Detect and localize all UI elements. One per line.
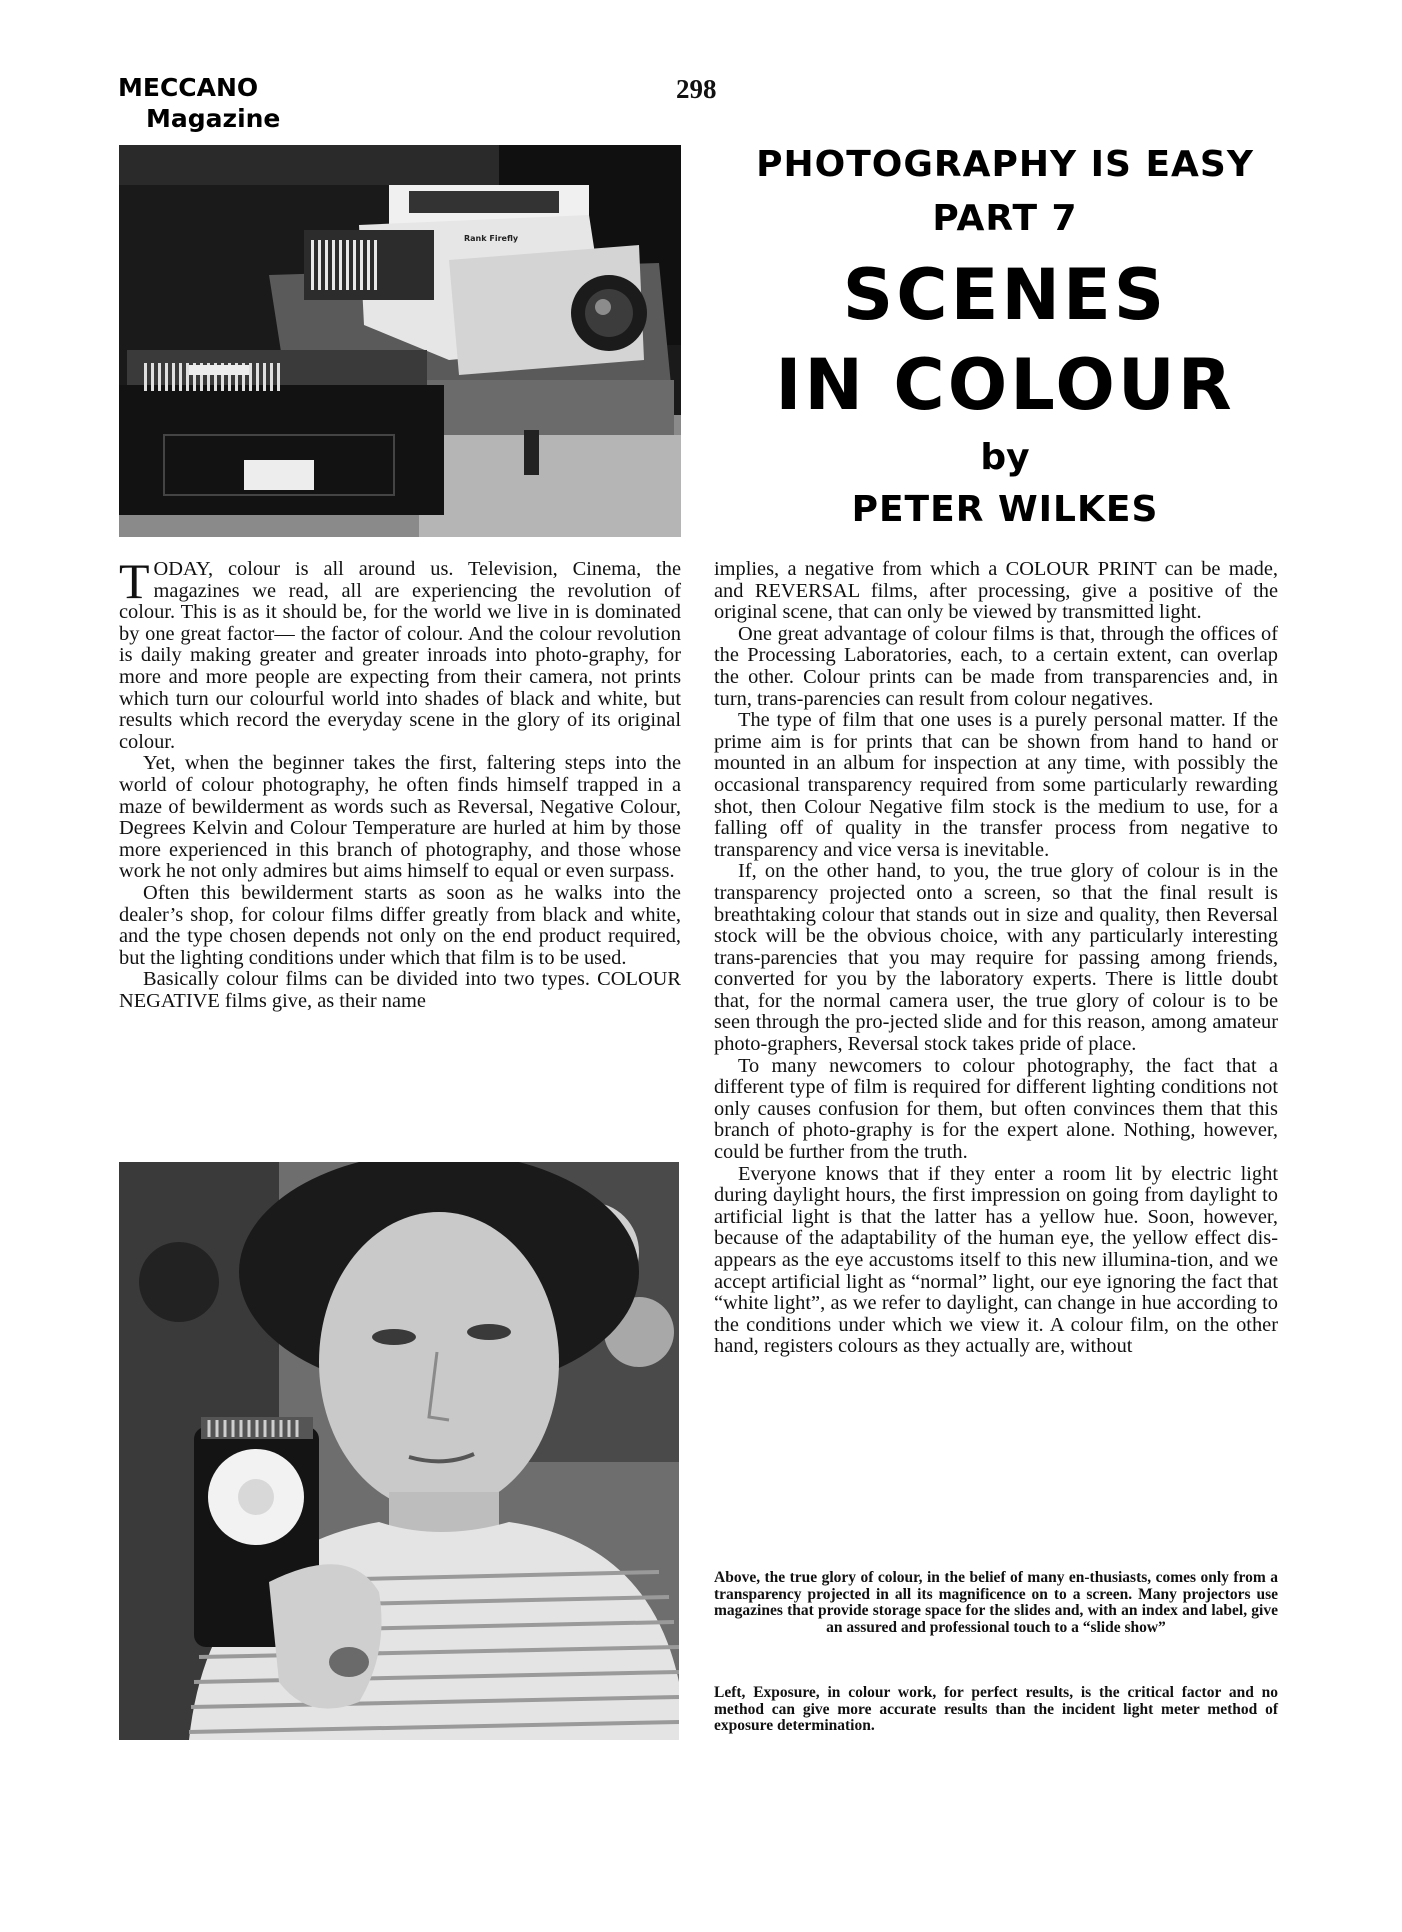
article-headline: [700, 138, 1310, 536]
paragraph: One great advantage of colour films is that, through the offices of the Processing Laboratories, each, to a certain extent, can overlap the other. Colour prints can be made from transparencies and, in turn, trans-parencies can result from colour negatives.: [714, 622, 1278, 710]
paragraph: If, on the other hand, to you, the true glory of colour is in the transparency projected onto a screen, so that the final result is breathtaking colour that stands out in size and quality, then Reversal stock will be the obvious choice, with any particularly interesting trans-parencies that you may require for passing among friends, converted for you by the laboratory experts. There is little doubt that, for the normal camera user, the true glory of colour is to be seen through the pro-jected slide and for this reason, among amateur photo-graphers, Reversal stock takes pride of place.: [714, 860, 1278, 1056]
paragraph: The type of film that one uses is a purely personal matter. If the prime aim is for prints that can be shown from hand to hand or mounted in an album for inspection at any time, with possibly the occasional transparency required from some particularly rewarding shot, then Colour Negative film stock is the medium to use, for a falling off of quality in the transfer process from negative to transparency and vice versa is inevitable.: [714, 709, 1278, 861]
light-meter-photo: [119, 1162, 679, 1740]
paragraph: To many newcomers to colour photography, the fact that a different type of film is required for different lighting conditions not only causes confusion for them, but often convinces them that this branch of photo-graphy is for the expert alone. Nothing, however, could be further from the truth.: [714, 1054, 1278, 1164]
masthead: [118, 72, 280, 134]
page-number: 298: [676, 74, 717, 104]
masthead-line-2: Magazine: [146, 104, 281, 133]
projector-brand-label: Rank Firefly: [464, 234, 519, 243]
caption-above: Above, the true glory of colour, in the belief of many en-thusiasts, comes only from a transparency projected in all its magnificence on to a screen. Many projectors use magazines that provide storage space for the slides and, with an index and label, give an assured and professional touch to a “slide show”: [714, 1569, 1278, 1636]
article-title-line-1: SCENES: [842, 254, 1168, 336]
paragraph: Yet, when the beginner takes the first, faltering steps into the world of colour photography, he often finds himself trapped in a maze of bewilderment as words such as Reversal, Negative Colour, Degrees Kelvin and Colour Temperature are hurled at him by those more experienced in this branch of photography, and those whose work he not only admires but aims himself to equal or even surpass.: [119, 752, 681, 883]
left-column: [119, 553, 681, 1012]
article-title-line-2: IN COLOUR: [775, 344, 1235, 426]
paragraph: Basically colour films can be divided into two types. COLOUR NEGATIVE films give, as their name: [119, 968, 681, 1012]
byline-by: by: [980, 437, 1030, 478]
series-title: PHOTOGRAPHY IS EASY: [756, 144, 1254, 185]
masthead-line-1: MECCANO: [118, 73, 259, 102]
right-column: [714, 559, 1278, 1358]
projector-photo: [119, 145, 681, 537]
caption-left: Left, Exposure, in colour work, for perfect results, is the critical factor and no method can give more accurate results than the incident light meter method of exposure determination.: [714, 1684, 1278, 1735]
paragraph: Often this bewilderment starts as soon as he walks into the dealer’s shop, for colour films differ greatly from black and white, and the type chosen depends not only on the end product required, but the lighting conditions under which that film is to be used.: [119, 881, 681, 969]
series-part: PART 7: [932, 198, 1078, 239]
author-name: PETER WILKES: [851, 489, 1159, 530]
paragraph: Everyone knows that if they enter a room lit by electric light during daylight hours, the first impression on going from daylight to artificial light is that the latter has a yellow hue. Soon, however, because of the adaptability of the human eye, the yellow effect dis-appears as the eye accustoms itself to this new illumina-tion, and we accept artificial light as “normal” light, our eye ignoring the fact that “white light”, as we refer to daylight, can change in hue according to the conditions under which we view it. A colour film, on the other hand, registers colours as they actually are, without: [714, 1162, 1278, 1358]
paragraph: implies, a negative from which a COLOUR PRINT can be made, and REVERSAL films, after processing, give a positive of the original scene, that can only be viewed by transmitted light.: [714, 558, 1278, 624]
paragraph-text: ODAY, colour is all around us. Television, Cinema, the magazines we read, all are experiencing the revolution of colour. This is as it should be, for the world we live in is dominated by one great factor— the factor of colour. And the colour revolution is daily making greater and greater inroads into photo-graphy, for more and more people are expecting from their camera, not prints which turn our colourful world into shades of black and white, but results which record the everyday scene in the glory of its original colour.: [119, 558, 681, 753]
drop-cap: T: [119, 553, 150, 609]
paragraph: [119, 553, 681, 753]
light-meter-illustration: [119, 1162, 679, 1740]
projector-illustration: [119, 145, 681, 537]
